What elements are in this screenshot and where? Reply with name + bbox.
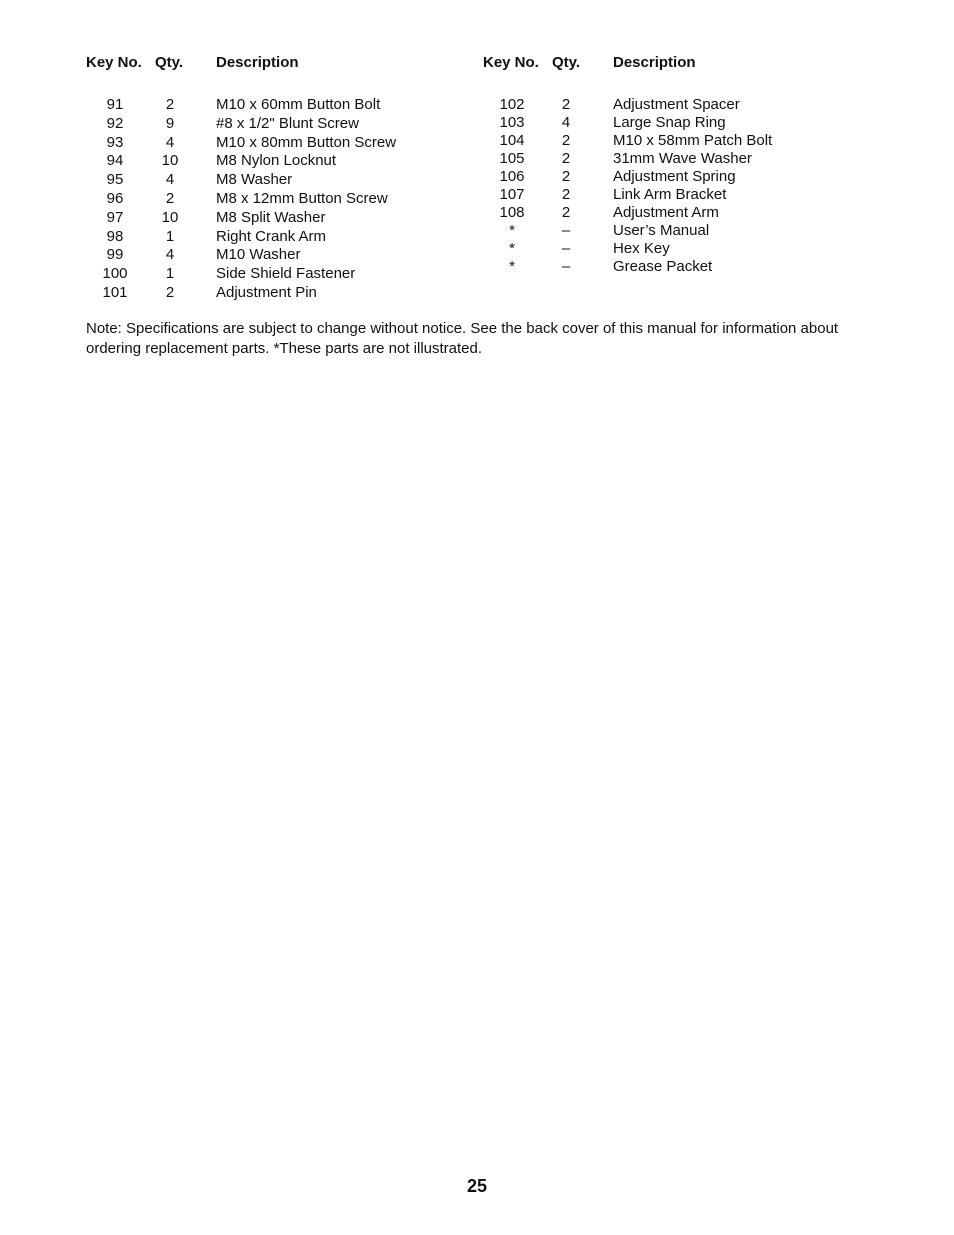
parts-rows [483, 96, 863, 276]
quantity: 2 [165, 189, 175, 207]
key-number: 106 [499, 168, 525, 185]
table-row [86, 265, 446, 284]
key-number: 103 [499, 114, 525, 131]
quantity: – [561, 258, 571, 275]
key-number: 98 [106, 227, 124, 245]
table-row [86, 171, 446, 190]
key-number: 102 [499, 96, 525, 113]
part-description: Side Shield Fastener [216, 265, 356, 283]
page-number: 25 [466, 1176, 488, 1196]
key-number: * [509, 240, 515, 257]
key-number: 101 [102, 283, 128, 301]
part-description: Adjustment Arm [613, 204, 719, 221]
table-row [86, 152, 446, 171]
header-qty: Qty. [552, 54, 581, 71]
table-row [86, 284, 446, 303]
table-row [86, 134, 446, 153]
parts-list-right [483, 54, 863, 276]
quantity: 2 [561, 168, 571, 185]
parts-rows [86, 96, 446, 303]
table-row [483, 132, 863, 150]
table-row [86, 209, 446, 228]
parts-list-left [86, 54, 446, 303]
table-row [483, 240, 863, 258]
key-number: 107 [499, 186, 525, 203]
part-description: M10 x 58mm Patch Bolt [613, 132, 773, 149]
quantity: 2 [561, 186, 571, 203]
part-description: Grease Packet [613, 258, 713, 275]
quantity: 2 [561, 96, 571, 113]
quantity: 2 [165, 283, 175, 301]
quantity: – [561, 240, 571, 257]
part-description: Large Snap Ring [613, 114, 726, 131]
key-number: 96 [106, 189, 124, 207]
key-number: 108 [499, 204, 525, 221]
key-number: 92 [106, 114, 124, 132]
table-row [86, 228, 446, 247]
quantity: 2 [561, 132, 571, 149]
part-description: M8 x 12mm Button Screw [216, 189, 388, 207]
key-number: 99 [106, 246, 124, 264]
table-row [483, 150, 863, 168]
key-number: 93 [106, 133, 124, 151]
part-description: User’s Manual [613, 222, 710, 239]
header-description: Description [216, 54, 299, 71]
header-qty: Qty. [155, 54, 184, 71]
parts-list-header [86, 54, 446, 72]
part-description: M8 Split Washer [216, 208, 326, 226]
table-row [86, 190, 446, 209]
key-number: 100 [102, 265, 128, 283]
part-description: M10 x 60mm Button Bolt [216, 96, 381, 113]
key-number: 97 [106, 208, 124, 226]
quantity: – [561, 222, 571, 239]
table-row [483, 168, 863, 186]
quantity: 10 [161, 208, 179, 226]
key-number: 105 [499, 150, 525, 167]
part-description: M8 Nylon Locknut [216, 152, 337, 170]
quantity: 9 [165, 114, 175, 132]
quantity: 1 [165, 227, 175, 245]
table-row [86, 115, 446, 134]
part-description: 31mm Wave Washer [613, 150, 752, 167]
table-row [483, 186, 863, 204]
table-row [483, 96, 863, 114]
quantity: 4 [165, 246, 175, 264]
header-description: Description [613, 54, 696, 71]
key-number: 104 [499, 132, 525, 149]
quantity: 4 [165, 133, 175, 151]
quantity: 4 [165, 171, 175, 189]
quantity: 1 [165, 265, 175, 283]
part-description: M10 Washer [216, 246, 301, 264]
quantity: 2 [165, 96, 175, 113]
table-row [483, 114, 863, 132]
key-number: * [509, 222, 515, 239]
part-description: Adjustment Spacer [613, 96, 740, 113]
parts-list-header [483, 54, 863, 72]
key-number: 95 [106, 171, 124, 189]
table-row [483, 258, 863, 276]
part-description: Adjustment Pin [216, 283, 317, 301]
header-key-no: Key No. [86, 54, 142, 71]
key-number: 94 [106, 152, 124, 170]
quantity: 2 [561, 150, 571, 167]
key-number: 91 [106, 96, 124, 113]
part-description: Link Arm Bracket [613, 186, 727, 203]
part-description: Right Crank Arm [216, 227, 327, 245]
table-row [483, 204, 863, 222]
quantity: 4 [561, 114, 571, 131]
table-row [86, 96, 446, 115]
header-key-no: Key No. [483, 54, 539, 71]
quantity: 10 [161, 152, 179, 170]
part-description: M10 x 80mm Button Screw [216, 133, 397, 151]
quantity: 2 [561, 204, 571, 221]
part-description: M8 Washer [216, 171, 293, 189]
table-row [483, 222, 863, 240]
specifications-note: Note: Specifications are subject to change without notice. See the back cover of this manual for information about ordering replacement parts. *These parts are not illustrated. [86, 320, 839, 357]
part-description: Hex Key [613, 240, 670, 257]
part-description: Adjustment Spring [613, 168, 736, 185]
part-description: #8 x 1/2" Blunt Screw [216, 114, 359, 132]
table-row [86, 246, 446, 265]
key-number: * [509, 258, 515, 275]
